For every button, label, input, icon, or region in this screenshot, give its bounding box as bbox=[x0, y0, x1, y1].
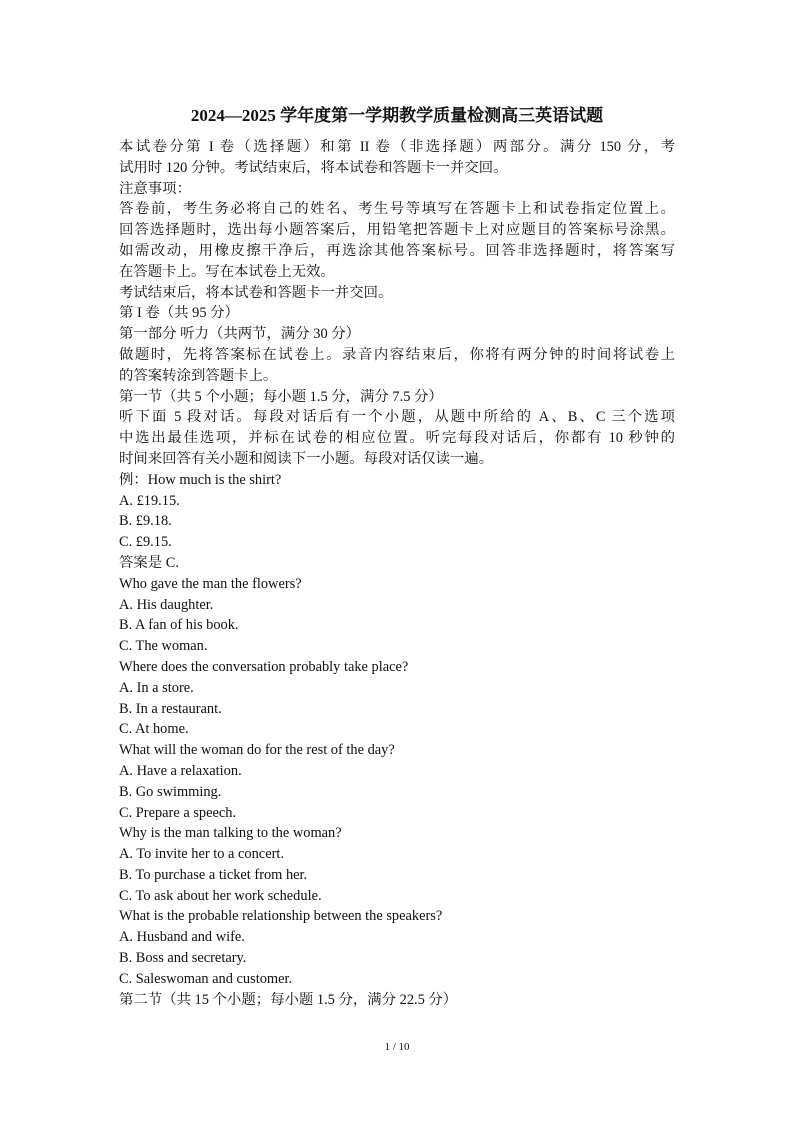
text-line: 试用时 120 分钟。考试结束后，将本试卷和答题卡一并交回。 bbox=[119, 159, 508, 176]
text-line: 中选出最佳选项，并标在试卷的相应位置。听完每段对话后，你都有 10 秒钟的 bbox=[119, 430, 675, 447]
text-line: B. In a restaurant. bbox=[119, 700, 222, 717]
text-line: A. His daughter. bbox=[119, 596, 214, 613]
text-line: C. To ask about her work schedule. bbox=[119, 887, 322, 904]
text-line: 第 I 卷（共 95 分） bbox=[119, 305, 239, 322]
text-line: 第一部分 听力（共两节，满分 30 分） bbox=[119, 326, 361, 343]
text-line: 第一节（共 5 个小题；每小题 1.5 分，满分 7.5 分） bbox=[119, 388, 443, 405]
text-line: What will the woman do for the rest of the day? bbox=[119, 742, 395, 759]
text-line: 答案是 C. bbox=[119, 554, 179, 571]
text-line: 在答题卡上。写在本试卷上无效。 bbox=[119, 263, 335, 280]
text-line: 考试结束后，将本试卷和答题卡一并交回。 bbox=[119, 284, 393, 301]
text-line: 的答案转涂到答题卡上。 bbox=[119, 367, 278, 384]
text-line: 第二节（共 15 个小题；每小题 1.5 分，满分 22.5 分） bbox=[119, 991, 458, 1008]
text-line: C. Saleswoman and customer. bbox=[119, 970, 293, 987]
text-line: Who gave the man the flowers? bbox=[119, 575, 302, 592]
text-line: A. Have a relaxation. bbox=[119, 762, 242, 779]
text-line: C. The woman. bbox=[119, 638, 208, 655]
text-line: 如需改动，用橡皮擦干净后，再选涂其他答案标号。回答非选择题时，将答案写 bbox=[119, 242, 675, 259]
text-line: What is the probable relationship between the speakers? bbox=[119, 908, 443, 925]
text-line: 做题时，先将答案标在试卷上。录音内容结束后，你将有两分钟的时间将试卷上 bbox=[119, 346, 675, 363]
text-line: B. Boss and secretary. bbox=[119, 950, 247, 967]
text-line: A. In a store. bbox=[119, 679, 194, 696]
text-line: 答卷前，考生务必将自己的姓名、考生号等填写在答题卡上和试卷指定位置上。 bbox=[119, 201, 675, 218]
text-line: B. To purchase a ticket from her. bbox=[119, 866, 308, 883]
text-line: 例：How much is the shirt? bbox=[119, 471, 282, 488]
text-line: 回答选择题时，选出每小题答案后，用铅笔把答题卡上对应题目的答案标号涂黑。 bbox=[119, 222, 675, 239]
text-line: A. Husband and wife. bbox=[119, 929, 245, 946]
text-line: A. £19.15. bbox=[119, 492, 180, 509]
page-number: 1 / 10 bbox=[384, 1041, 410, 1053]
text-line: B. A fan of his book. bbox=[119, 617, 239, 634]
text-line: C. At home. bbox=[119, 721, 189, 738]
document-body bbox=[119, 137, 675, 1010]
text-line: 本试卷分第 I 卷（选择题）和第 II 卷（非选择题）两部分。满分 150 分，考 bbox=[119, 139, 675, 155]
text-line: C. Prepare a speech. bbox=[119, 804, 237, 821]
text-line: 注意事项： bbox=[119, 180, 191, 197]
document-title: 2024—2025 学年度第一学期教学质量检测高三英语试题 bbox=[190, 106, 604, 125]
text-line: 时间来回答有关小题和阅读下一小题。每段对话仅读一遍。 bbox=[119, 450, 494, 467]
text-line: B. £9.18. bbox=[119, 513, 172, 530]
text-line: Why is the man talking to the woman? bbox=[119, 825, 342, 842]
text-line: 听下面 5 段对话。每段对话后有一个小题，从题中所给的 A、B、C 三个选项 bbox=[119, 409, 675, 426]
text-line: C. £9.15. bbox=[119, 534, 172, 551]
text-line: B. Go swimming. bbox=[119, 783, 222, 800]
text-line: A. To invite her to a concert. bbox=[119, 846, 284, 863]
text-line: Where does the conversation probably take place? bbox=[119, 658, 409, 675]
